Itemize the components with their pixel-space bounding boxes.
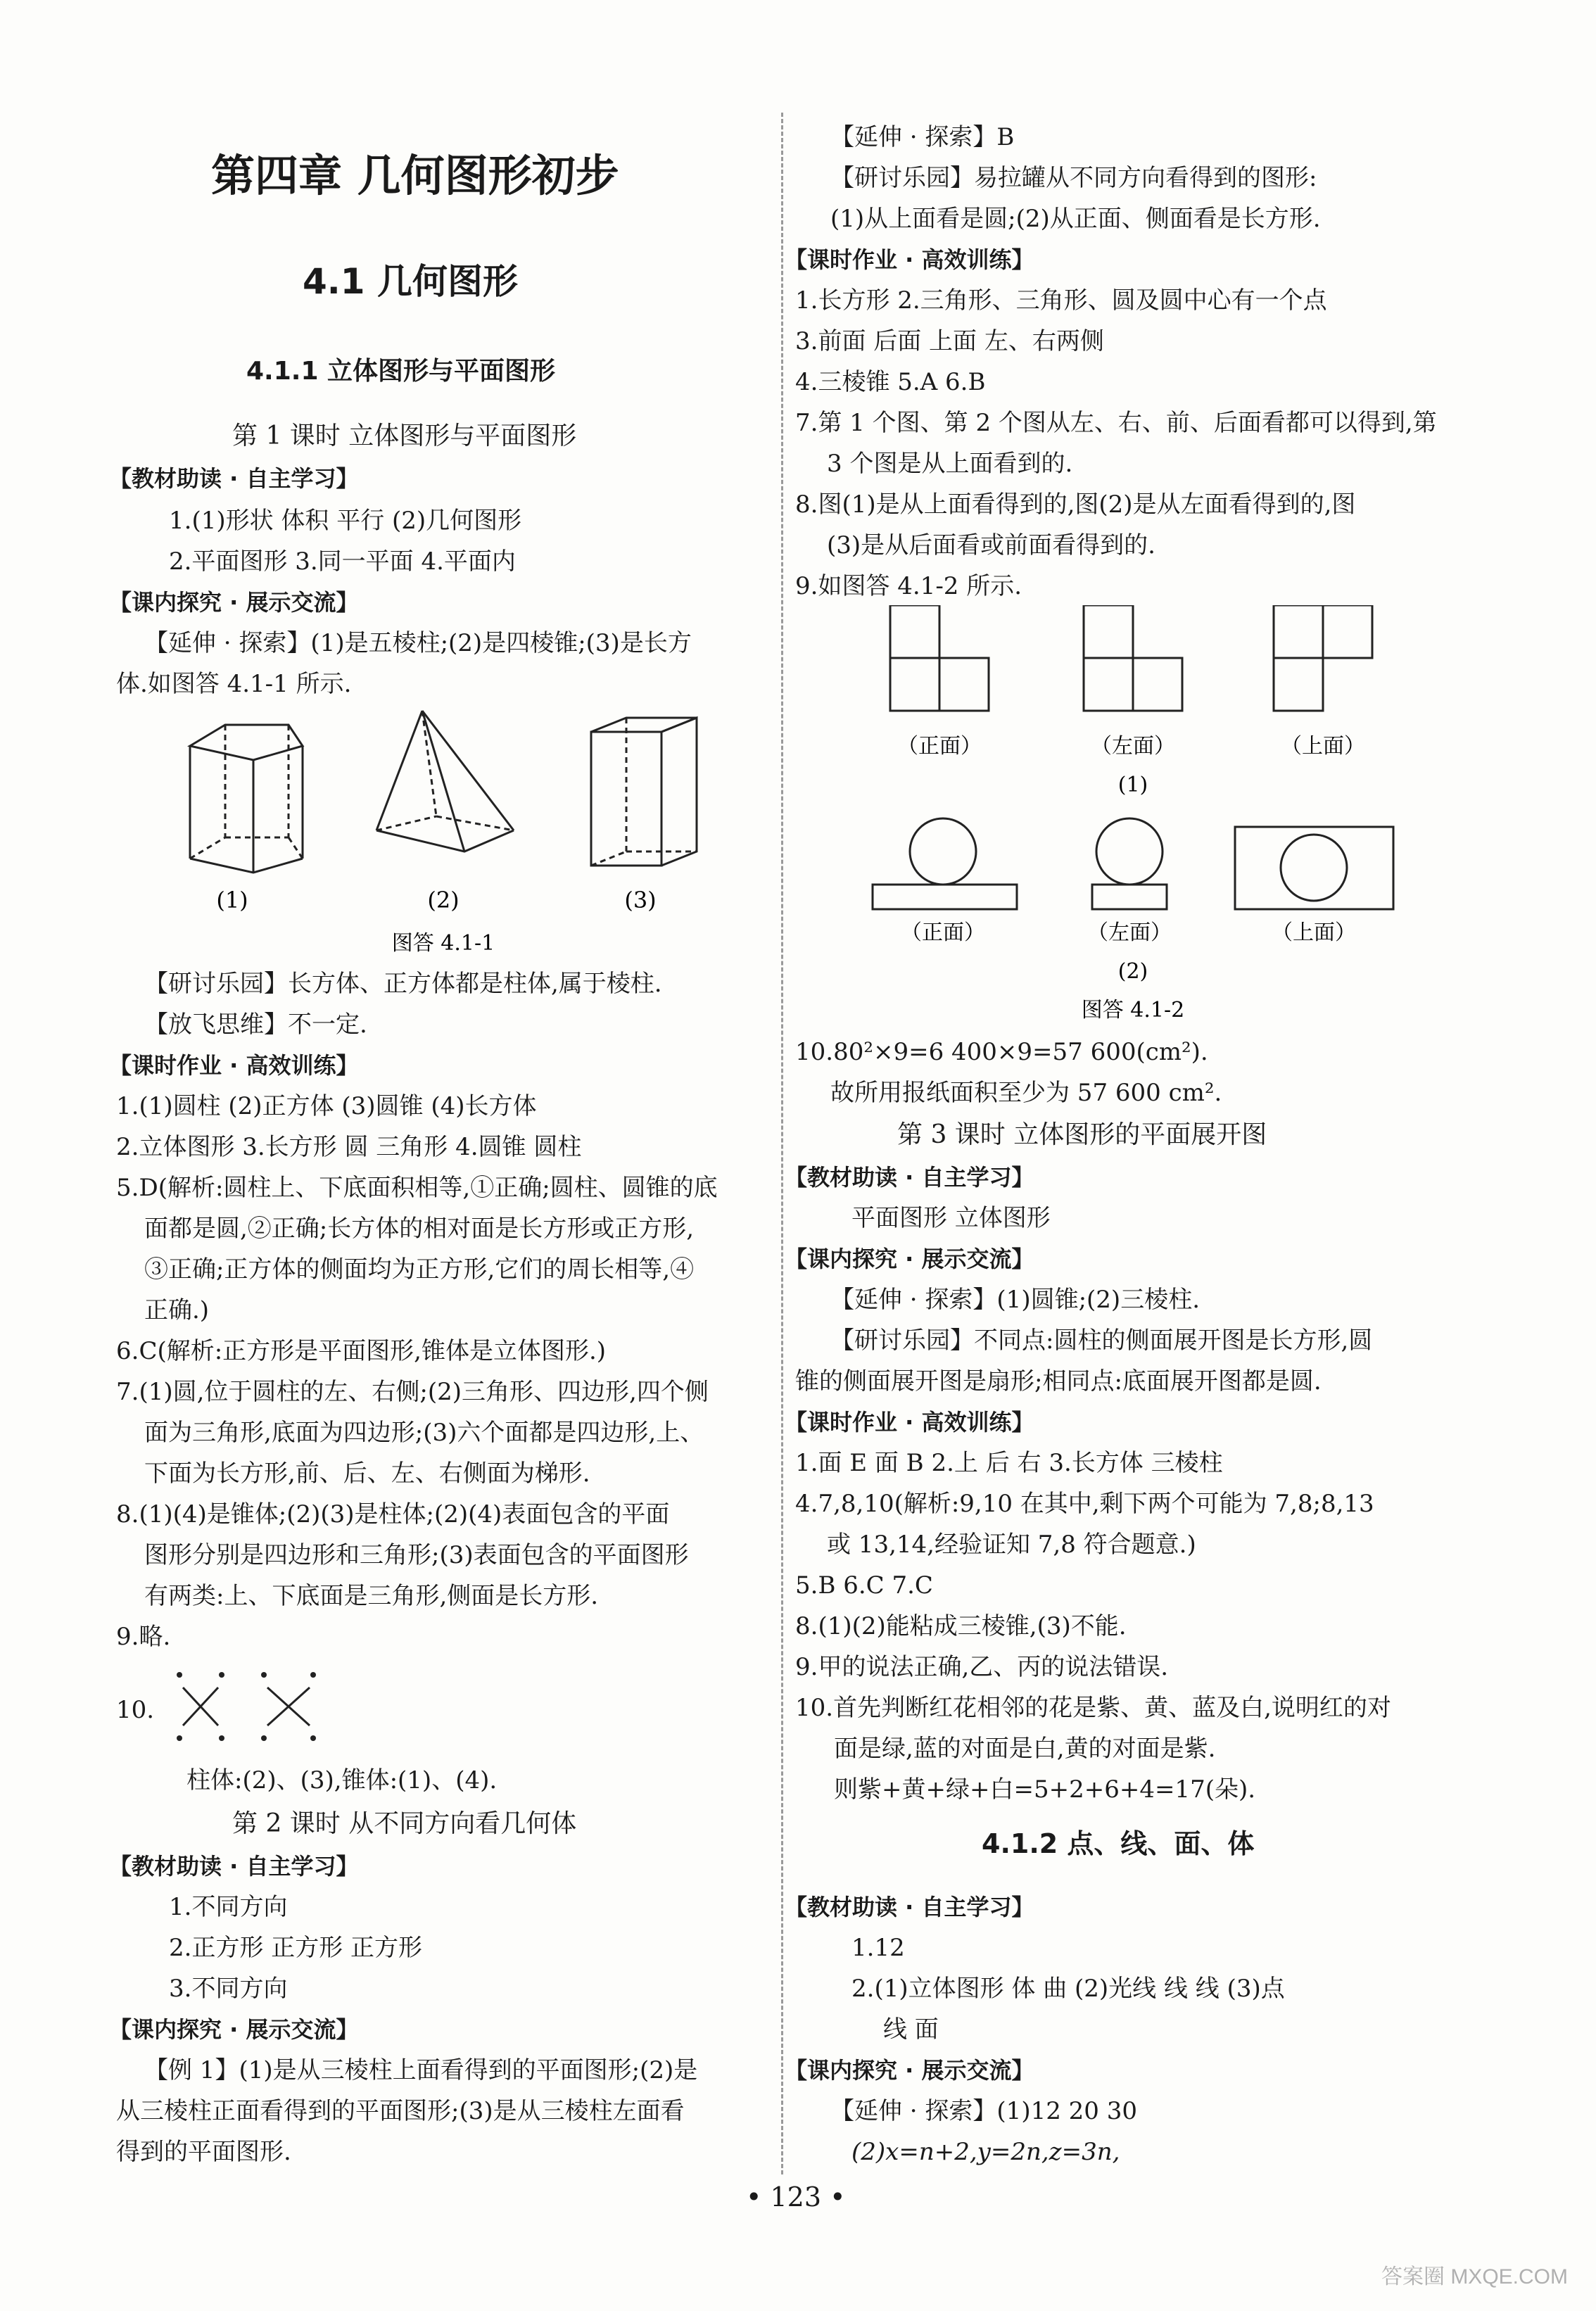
text-line: 1.长方形 2.三角形、三角形、圆及圆中心有一个点 <box>795 286 1327 315</box>
text-line: (1)从上面看是圆;(2)从正面、侧面看是长方形. <box>830 205 1321 233</box>
text-line: 5.B 6.C 7.C <box>795 1571 933 1600</box>
text-line: 7.(1)圆,位于圆柱的左、右侧;(2)三角形、四边形,四个侧 <box>116 1378 709 1406</box>
text-line: 【延伸 · 探索】(1)是五棱柱;(2)是四棱锥;(3)是长方 <box>144 629 692 657</box>
text-line: 或 13,14,经验证知 7,8 符合题意.) <box>827 1531 1196 1559</box>
fig1-label: (2) <box>427 887 460 913</box>
text-line: 【研讨乐园】长方体、正方体都是柱体,属于棱柱. <box>144 970 662 998</box>
text-line: (3)是从后面看或前面看得到的. <box>827 531 1155 559</box>
section-header: 【教材助读 · 自主学习】 <box>109 465 359 492</box>
section-header: 【课内探究 · 展示交流】 <box>109 589 359 616</box>
section-header: 【课内探究 · 展示交流】 <box>109 2016 359 2043</box>
fig2-sublabel: (1) <box>1117 773 1148 797</box>
text-line: 2.正方形 正方形 正方形 <box>169 1934 423 1962</box>
text-line: ③正确;正方体的侧面均为正方形,它们的周长相等,④ <box>144 1255 695 1284</box>
fig2-label: （上面） <box>1272 920 1356 945</box>
text-line: 8.图(1)是从上面看得到的,图(2)是从左面看得到的,图 <box>795 490 1356 519</box>
fig2-label: （正面） <box>897 734 982 759</box>
text-line: 10.首先判断红花相邻的花是紫、黄、蓝及白,说明红的对 <box>795 1694 1391 1722</box>
figure-4-1-1 <box>169 704 732 964</box>
text-line: 得到的平面图形. <box>116 2138 291 2166</box>
text-line: 【研讨乐园】不同点:圆柱的侧面展开图是长方形,圆 <box>830 1327 1373 1355</box>
text-line: 9.甲的说法正确,乙、丙的说法错误. <box>795 1653 1169 1681</box>
text-line: (2)x=n+2,y=2n,z=3n, <box>851 2138 1120 2166</box>
watermark: 答案圈 MXQE.COM <box>1381 2265 1568 2288</box>
section-header: 【课内探究 · 展示交流】 <box>785 1246 1034 1272</box>
text-line: 5.D(解析:圆柱上、下底面积相等,①正确;圆柱、圆锥的底 <box>116 1174 718 1202</box>
text-line: 3.不同方向 <box>169 1975 288 2003</box>
text-line: 锥的侧面展开图是扇形;相同点:底面展开图都是圆. <box>795 1367 1322 1395</box>
text-line: 2.立体图形 3.长方形 圆 三角形 4.圆锥 圆柱 <box>116 1133 582 1161</box>
figure-4-1-2 <box>844 605 1407 1027</box>
text-line: 【延伸 · 探索】(1)12 20 30 <box>830 2097 1137 2125</box>
text-line: 面为三角形,底面为四边形;(3)六个面都是四边形,上、 <box>144 1419 704 1447</box>
section-header: 【课时作业 · 高效训练】 <box>785 246 1034 273</box>
text-line: 1.不同方向 <box>169 1893 288 1921</box>
fig2-label: （左面） <box>1087 920 1172 945</box>
text-line: 10. <box>116 1696 155 1724</box>
text-line: 1.(1)形状 体积 平行 (2)几何图形 <box>169 507 522 535</box>
text-line: 9.略. <box>116 1623 171 1651</box>
dot-cross-figure <box>169 1668 338 1745</box>
text-line: 线 面 <box>883 2015 939 2044</box>
text-line: 9.如图答 4.1-2 所示. <box>795 572 1022 600</box>
subsection-title: 4.1.1 立体图形与平面图形 <box>246 357 556 386</box>
text-line: 2.(1)立体图形 体 曲 (2)光线 线 线 (3)点 <box>851 1975 1285 2003</box>
text-line: 平面图形 立体图形 <box>851 1204 1051 1232</box>
text-line: 6.C(解析:正方形是平面图形,锥体是立体图形.) <box>116 1337 607 1365</box>
text-line: 1.(1)圆柱 (2)正方体 (3)圆锥 (4)长方体 <box>116 1092 537 1120</box>
text-line: 1.12 <box>851 1934 905 1962</box>
text-line: 4.三棱锥 5.A 6.B <box>795 368 986 396</box>
text-line: 【研讨乐园】易拉罐从不同方向看得到的图形: <box>830 164 1317 192</box>
lesson-title: 第 1 课时 立体图形与平面图形 <box>232 422 577 450</box>
text-line: 面都是圆,②正确;长方体的相对面是长方形或正方形, <box>144 1215 695 1243</box>
text-line: 1.面 E 面 B 2.上 后 右 3.长方体 三棱柱 <box>795 1449 1223 1477</box>
text-line: 8.(1)(2)能粘成三棱锥,(3)不能. <box>795 1612 1127 1640</box>
text-line: 【延伸 · 探索】(1)圆锥;(2)三棱柱. <box>830 1286 1201 1314</box>
text-line: 3 个图是从上面看到的. <box>827 450 1073 478</box>
text-line: 2.平面图形 3.同一平面 4.平面内 <box>169 547 516 576</box>
text-line: 【放飞思维】不一定. <box>144 1011 367 1039</box>
text-line: 【延伸 · 探索】B <box>830 123 1015 151</box>
fig1-label: (3) <box>624 887 657 913</box>
fig2-sublabel: (2) <box>1117 959 1148 984</box>
fig2-caption: 图答 4.1-2 <box>1081 998 1185 1022</box>
text-line: 8.(1)(4)是锥体;(2)(3)是柱体;(2)(4)表面包含的平面 <box>116 1500 670 1528</box>
text-line: 下面为长方形,前、后、左、右侧面为梯形. <box>144 1460 590 1488</box>
section-title: 4.1 几何图形 <box>303 261 518 302</box>
text-line: 10.80²×9=6 400×9=57 600(cm²). <box>795 1038 1208 1066</box>
text-line: 则紫+黄+绿+白=5+2+6+4=17(朵). <box>834 1775 1256 1804</box>
chapter-title: 第四章 几何图形初步 <box>211 150 619 201</box>
text-line: 柱体:(2)、(3),锥体:(1)、(4). <box>186 1766 498 1794</box>
lesson-title: 第 2 课时 从不同方向看几何体 <box>232 1809 577 1838</box>
text-line: 从三棱柱正面看得到的平面图形;(3)是从三棱柱左面看 <box>116 2097 685 2125</box>
subsection-title: 4.1.2 点、线、面、体 <box>982 1828 1255 1859</box>
text-line: 面是绿,蓝的对面是白,黄的对面是紫. <box>834 1735 1216 1763</box>
text-line: 4.7,8,10(解析:9,10 在其中,剩下两个可能为 7,8;8,13 <box>795 1490 1374 1518</box>
page-number: • 123 • <box>746 2182 846 2212</box>
fig2-label: （左面） <box>1091 734 1175 759</box>
section-header: 【教材助读 · 自主学习】 <box>785 1164 1034 1191</box>
fig2-label: （正面） <box>901 920 985 945</box>
fig1-label: (1) <box>216 887 248 913</box>
section-header: 【课时作业 · 高效训练】 <box>109 1052 359 1079</box>
text-line: 体.如图答 4.1-1 所示. <box>116 670 352 698</box>
fig2-label: （上面） <box>1281 734 1365 759</box>
text-line: 7.第 1 个图、第 2 个图从左、右、前、后面看都可以得到,第 <box>795 409 1437 437</box>
text-line: 图形分别是四边形和三角形;(3)表面包含的平面图形 <box>144 1541 689 1569</box>
section-header: 【教材助读 · 自主学习】 <box>785 1894 1034 1920</box>
section-header: 【课时作业 · 高效训练】 <box>785 1409 1034 1436</box>
text-line: 3.前面 后面 上面 左、右两侧 <box>795 327 1104 355</box>
text-line: 正确.) <box>144 1296 210 1324</box>
text-line: 【例 1】(1)是从三棱柱上面看得到的平面图形;(2)是 <box>144 2056 698 2084</box>
fig1-caption: 图答 4.1-1 <box>391 931 495 956</box>
text-line: 故所用报纸面积至少为 57 600 cm². <box>830 1079 1222 1107</box>
section-header: 【课内探究 · 展示交流】 <box>785 2057 1034 2084</box>
section-header: 【教材助读 · 自主学习】 <box>109 1853 359 1880</box>
text-line: 有两类:上、下底面是三角形,侧面是长方形. <box>144 1582 599 1610</box>
column-divider <box>781 113 783 2174</box>
lesson-title: 第 3 课时 立体图形的平面展开图 <box>897 1120 1267 1149</box>
